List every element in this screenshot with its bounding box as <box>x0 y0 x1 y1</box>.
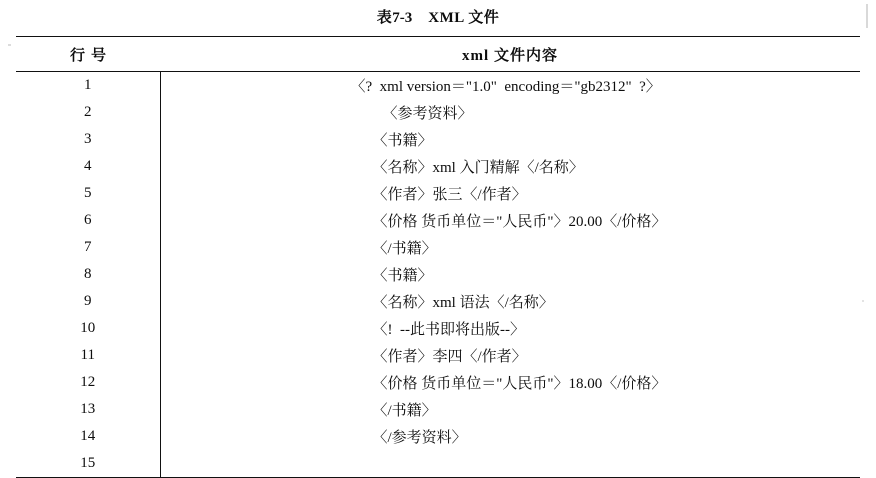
row-lineno: 10 <box>16 315 160 342</box>
row-code-text: 〈! --此书即将出版--〉 <box>373 322 525 338</box>
row-code-text: 〈? xml version＝"1.0" encoding＝"gb2312" ?〉 <box>351 79 661 95</box>
table-header-row <box>16 39 860 72</box>
row-code <box>160 72 860 100</box>
row-lineno: 8 <box>16 261 160 288</box>
row-code-text: 〈书籍〉 <box>373 133 433 149</box>
table-row <box>16 369 860 396</box>
row-code <box>160 234 860 261</box>
scan-artifact <box>862 300 864 302</box>
row-code-text: 〈书籍〉 <box>373 268 433 284</box>
row-lineno: 12 <box>16 369 160 396</box>
row-lineno: 3 <box>16 126 160 153</box>
scan-artifact <box>866 4 868 28</box>
row-code <box>160 180 860 207</box>
row-code-text: 〈参考资料〉 <box>383 106 473 122</box>
row-lineno: 13 <box>16 396 160 423</box>
table-row <box>16 99 860 126</box>
table-row <box>16 207 860 234</box>
row-code-text: 〈作者〉李四〈/作者〉 <box>373 349 527 365</box>
row-code <box>160 99 860 126</box>
row-code-text: 〈价格 货币单位＝"人民币"〉20.00〈/价格〉 <box>373 214 667 230</box>
row-lineno: 4 <box>16 153 160 180</box>
row-lineno: 9 <box>16 288 160 315</box>
table-row <box>16 180 860 207</box>
row-code-text: 〈作者〉张三〈/作者〉 <box>373 187 527 203</box>
row-lineno: 6 <box>16 207 160 234</box>
row-code <box>160 315 860 342</box>
table-body <box>16 37 860 478</box>
row-code-text: 〈/书籍〉 <box>373 403 437 419</box>
row-lineno: 5 <box>16 180 160 207</box>
caption-number: 7-3 <box>392 10 412 26</box>
caption-label: 表 <box>377 10 393 26</box>
row-code <box>160 288 860 315</box>
row-lineno: 1 <box>16 72 160 100</box>
row-code <box>160 126 860 153</box>
row-code <box>160 207 860 234</box>
row-code-text: 〈/书籍〉 <box>373 241 437 257</box>
row-code <box>160 342 860 369</box>
table-row <box>16 315 860 342</box>
column-header-content: xml 文件内容 <box>160 39 860 72</box>
row-lineno: 15 <box>16 450 160 478</box>
caption-title: XML 文件 <box>428 10 499 26</box>
row-code <box>160 396 860 423</box>
xml-file-table <box>16 36 860 478</box>
row-lineno: 7 <box>16 234 160 261</box>
table-row <box>16 450 860 478</box>
table-row <box>16 288 860 315</box>
row-code-text: 〈/参考资料〉 <box>373 430 467 446</box>
row-code-text: 〈价格 货币单位＝"人民币"〉18.00〈/价格〉 <box>373 376 667 392</box>
row-lineno: 2 <box>16 99 160 126</box>
row-code <box>160 423 860 450</box>
table-row <box>16 72 860 100</box>
table-row <box>16 396 860 423</box>
table-row <box>16 234 860 261</box>
row-lineno: 14 <box>16 423 160 450</box>
table-row <box>16 261 860 288</box>
row-code <box>160 450 860 478</box>
row-code <box>160 153 860 180</box>
column-header-lineno: 行号 <box>16 39 160 72</box>
row-code <box>160 261 860 288</box>
row-lineno: 11 <box>16 342 160 369</box>
table-row <box>16 126 860 153</box>
row-code-text: 〈名称〉xml 入门精解〈/名称〉 <box>373 160 584 176</box>
table-row <box>16 342 860 369</box>
table-row <box>16 423 860 450</box>
row-code <box>160 369 860 396</box>
row-code-text: 〈名称〉xml 语法〈/名称〉 <box>373 295 554 311</box>
scan-artifact <box>8 44 11 46</box>
table-caption <box>0 6 876 27</box>
table-row <box>16 153 860 180</box>
